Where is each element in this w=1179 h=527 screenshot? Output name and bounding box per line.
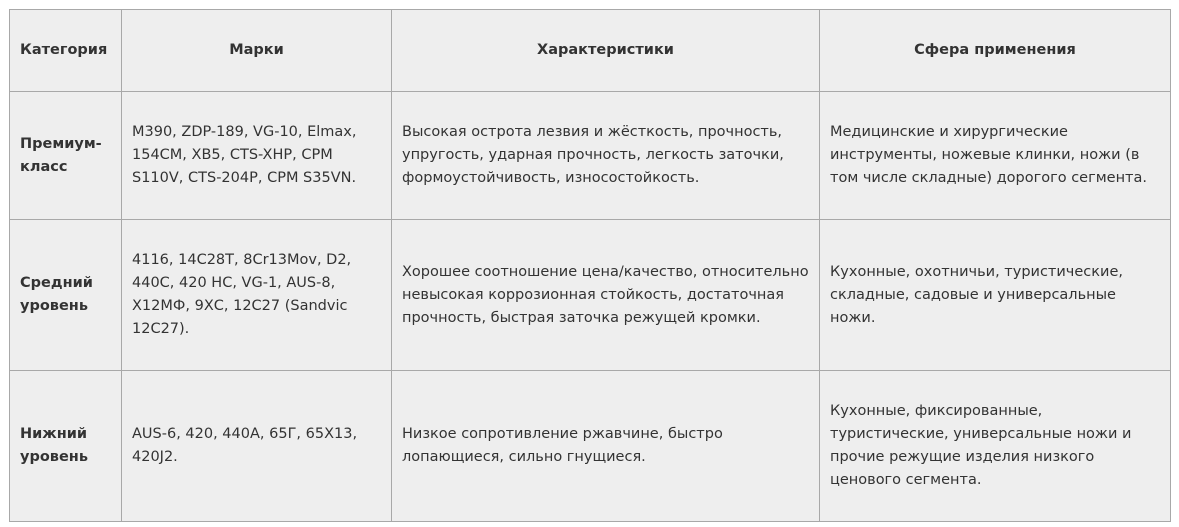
header-characteristics: Характеристики bbox=[392, 10, 820, 92]
cell-application: Медицинские и хирургические инструменты, ножевые клинки, ножи (в том числе складные) дорогого сегмента. bbox=[820, 92, 1171, 220]
steel-grades-table bbox=[9, 9, 1171, 522]
header-grades: Марки bbox=[122, 10, 392, 92]
header-category: Категория bbox=[10, 10, 122, 92]
cell-characteristics: Хорошее соотношение цена/качество, относительно невысокая коррозионная стойкость, достаточная прочность, быстрая заточка режущей кромки. bbox=[392, 220, 820, 371]
steel-grades-table-container bbox=[9, 9, 1170, 522]
header-row bbox=[10, 10, 1171, 92]
cell-characteristics: Низкое сопротивление ржавчине, быстро лопающиеся, сильно гнущиеся. bbox=[392, 371, 820, 522]
table-row-low bbox=[10, 371, 1171, 522]
table-header bbox=[10, 10, 1171, 92]
cell-application: Кухонные, охотничьи, туристические, складные, садовые и универсальные ножи. bbox=[820, 220, 1171, 371]
cell-application: Кухонные, фиксированные, туристические, универсальные ножи и прочие режущие изделия низкого ценового сегмента. bbox=[820, 371, 1171, 522]
cell-category: Нижний уровень bbox=[10, 371, 122, 522]
cell-characteristics: Высокая острота лезвия и жёсткость, прочность, упругость, ударная прочность, легкость заточки, формоустойчивость, износостойкость. bbox=[392, 92, 820, 220]
cell-grades: M390, ZDP-189, VG-10, Elmax, 154CM, XB5, CTS-XHP, CPM S110V, CTS-204P, CPM S35VN. bbox=[122, 92, 392, 220]
table-row-middle bbox=[10, 220, 1171, 371]
cell-category: Средний уровень bbox=[10, 220, 122, 371]
cell-grades: AUS-6, 420, 440A, 65Г, 65Х13, 420J2. bbox=[122, 371, 392, 522]
table-row-premium bbox=[10, 92, 1171, 220]
header-application: Сфера применения bbox=[820, 10, 1171, 92]
cell-category: Премиум-класс bbox=[10, 92, 122, 220]
cell-grades: 4116, 14C28T, 8Cr13Mov, D2, 440C, 420 HC, VG-1, AUS-8, Х12МФ, 9ХС, 12С27 (Sandvic 12C27). bbox=[122, 220, 392, 371]
table-body bbox=[10, 92, 1171, 522]
